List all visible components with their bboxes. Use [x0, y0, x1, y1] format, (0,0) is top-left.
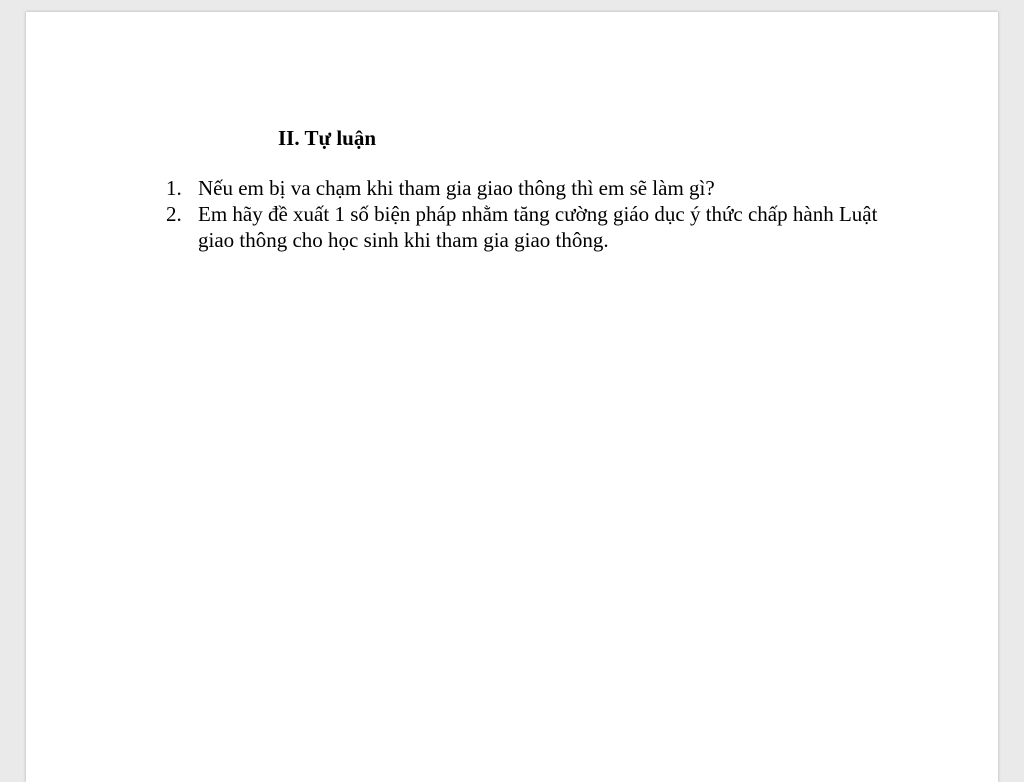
- question-item: [166, 175, 906, 201]
- question-item: [166, 201, 906, 253]
- question-number: 1.: [166, 176, 182, 200]
- question-text: Nếu em bị va chạm khi tham gia giao thông thì em sẽ làm gì?: [198, 176, 715, 200]
- section-heading: II. Tự luận: [278, 126, 377, 150]
- question-text: Em hãy đề xuất 1 số biện pháp nhằm tăng cường giáo dục ý thức chấp hành Luật giao thông cho học sinh khi tham gia giao thông.: [198, 202, 878, 252]
- question-list: [166, 175, 906, 253]
- question-number: 2.: [166, 202, 182, 226]
- document-page: [26, 12, 998, 782]
